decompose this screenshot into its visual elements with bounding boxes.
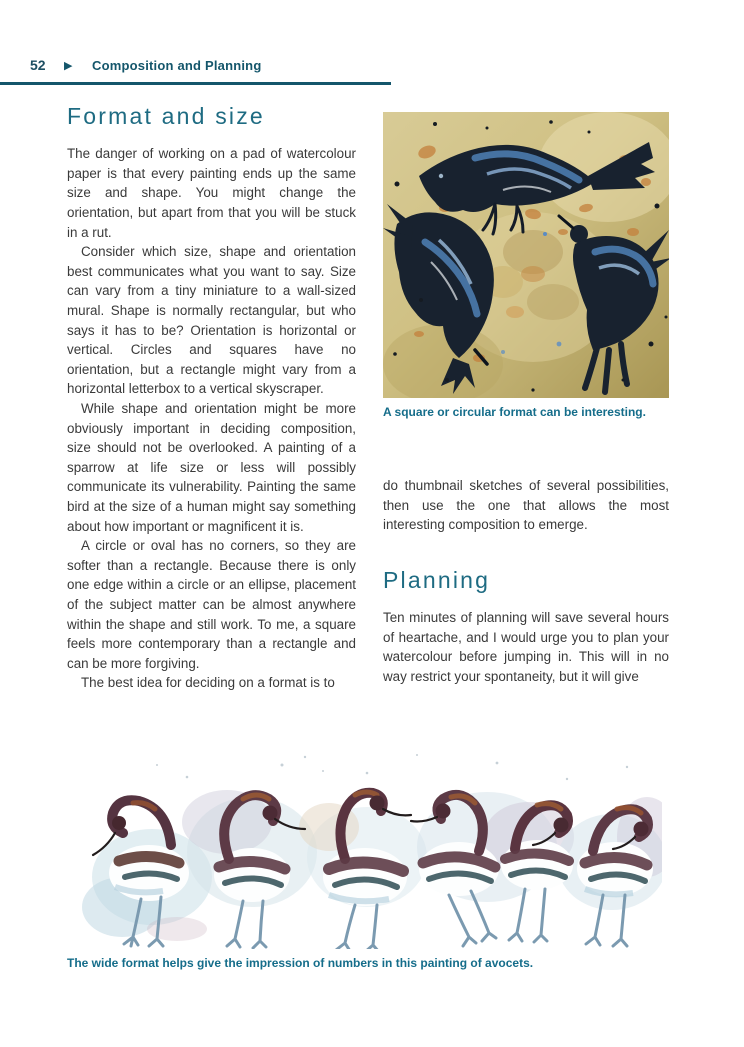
paragraph: Ten minutes of planning will save several hours of heartache, and I would urge you to plan your watercolour before jumping in. This will in no way restrict your spontaneity, but it will give	[383, 610, 669, 684]
page-number: 52	[30, 57, 46, 73]
triangle-marker-icon: ▶	[64, 60, 73, 72]
chapter-title: Composition and Planning	[92, 58, 262, 73]
paragraph: The danger of working on a pad of watercolour paper is that every painting ends up the same size and shape. You might change the orientation, but apart from that you will be stuck in a rut.	[67, 146, 356, 240]
paragraph: The best idea for deciding on a format is to	[81, 675, 335, 691]
paragraph-continuation: do thumbnail sketches of several possibilities, then use the one that allows the most interesting composition to emerge.	[383, 478, 669, 533]
left-column	[67, 104, 356, 693]
square-figure-caption: A square or circular format can be interesting.	[383, 405, 646, 419]
paragraph: While shape and orientation might be more obviously important in deciding composition, size should not be overlooked. A painting of a sparrow at life size or less will possibly communicate its vulnerability. Painting the same bird at the size of a human might say something about how important or magnificent it is.	[67, 401, 356, 534]
format-and-size-heading: Format and size	[67, 103, 265, 129]
planning-heading: Planning	[383, 566, 491, 593]
paragraph: Consider which size, shape and orientation best communicates what you want to say. Size can vary from a tiny miniature to a wall-sized mural. Shape is normally rectangular, but who says it has to be? Orientation is horizontal or vertical. Circles and squares have no orientation, but a rectangle might vary from a horizontal letterbox to a vertical skyscraper.	[67, 244, 356, 397]
paragraph: A circle or oval has no corners, so they are softer than a rectangle. Because there is only one edge within a circle or an ellipse, placement of the subject matter can be almost anywhere within the shape and still work. To me, a square feels more contemporary than a rectangle and can be more forgiving.	[67, 538, 356, 671]
header-rule	[0, 82, 391, 85]
avocet-painting-image	[67, 737, 662, 949]
wide-figure-caption: The wide format helps give the impression of numbers in this painting of avocets.	[67, 956, 534, 970]
crow-painting-image	[383, 112, 669, 398]
right-column	[383, 112, 669, 686]
